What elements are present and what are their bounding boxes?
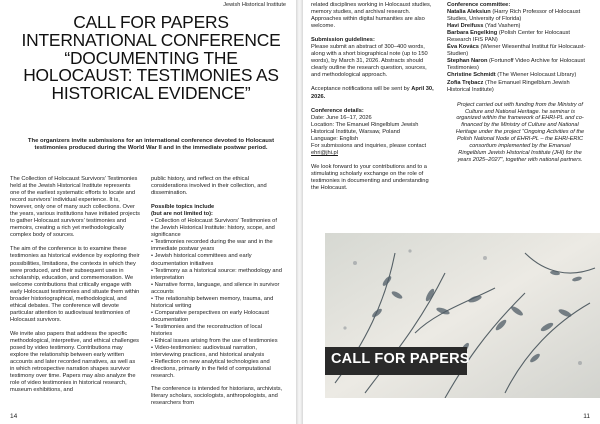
member-name: Havi Dreifuss (447, 23, 484, 30)
member-affiliation: (Fortunoff Video Archive for Holocaust Testimonies) (447, 58, 585, 72)
body-paragraph: The conference is intended for historians, archivists, literary scholars, sociologists, anthropologists, and researchers from (151, 386, 283, 407)
left-page (0, 0, 296, 424)
left-column-b (151, 176, 284, 414)
topics-heading: Possible topics include (151, 204, 215, 211)
closing-paragraph: We look forward to your contributions and to a stimulating scholarly exchange on the role of testimonies in documenting and understanding the Holocaust. (311, 163, 429, 192)
title-line: HISTORICAL EVIDENCE” (51, 83, 251, 104)
topic-item: • Comparative perspectives on early Holocaust documentation (151, 309, 270, 323)
acceptance-date: April 30, 2026. (311, 86, 434, 100)
cfp-banner-label: CALL FOR PAPERS (331, 351, 470, 367)
page-number: 11 (583, 413, 590, 420)
title-line: INTERNATIONAL CONFERENCE (21, 29, 281, 50)
acceptance-paragraph (311, 86, 436, 100)
member-affiliation: (The Emanuel Ringelblum Jewish Historical Institute) (447, 79, 570, 93)
member-name: Zofia Trębacz (447, 79, 484, 86)
committee-member (447, 44, 593, 58)
member-affiliation: (Polish Center for Holocaust Research IFiS PAN) (447, 30, 570, 44)
topic-item: • Video-testimonies: audiovisual narration, interviewing practices, and historical analysis (151, 345, 265, 359)
details-heading: Conference details: (311, 107, 364, 114)
body-paragraph: related disciplines working in Holocaust studies, memory studies, and archival research. Approaches within digital humanities are also welcome. (311, 2, 432, 30)
topic-item: • Narrative forms, language, and silence in survivor accounts (151, 281, 280, 295)
guidelines-text: Please submit an abstract of 300–400 words, along with a short biographical note (up to 150 words), by March 31, 2026. Abstracts should clearly outline the research question, sources, and methodological approach. (311, 44, 428, 79)
member-name: Natalia Aleksiun (447, 9, 491, 16)
committee-member (447, 72, 593, 79)
member-name: Éva Kovács (447, 44, 479, 51)
details-line: Language: English (311, 135, 359, 142)
page-title (20, 14, 282, 103)
topics-list (151, 218, 284, 380)
committee-member (447, 23, 593, 30)
topics-subheading: (but are not limited to): (151, 211, 213, 218)
details-line: Location: The Emanuel Ringelblum Jewish Historical Institute, Warsaw, Poland (311, 121, 419, 135)
member-name: Stephan Naron (447, 58, 488, 65)
intro-paragraph: The organizers invite submissions for an international conference devoted to Holocaust testimonies produced during the World War II and in the immediate postwar period. (27, 138, 275, 152)
left-column-a (10, 176, 141, 401)
acceptance-text: Acceptance notifications will be sent by (311, 86, 410, 93)
member-name: Christine Schmidt (447, 72, 496, 79)
title-line: CALL FOR PAPERS (73, 12, 229, 32)
body-paragraph: The Collection of Holocaust Survivors’ Testimonies held at the Jewish Historical Institute represents one of the earliest systematic efforts to locate and record survivors’ individual experience. It is, however, only one of many such collections. Over the years, various institutions have initiated projects to gather Holocaust survivors’ testimonies and memoirs, creating a rich yet methodologically complex body of sources. (10, 176, 140, 239)
guidelines-heading: Submission guidelines: (311, 37, 375, 44)
topic-item: • Testimonies and the reconstruction of local histories (151, 323, 262, 337)
member-affiliation: (Wiener Wiesenthal Institut für Holocaust-Studien) (447, 44, 586, 58)
topic-item: • The relationship between memory, trauma, and historical writing (151, 295, 274, 309)
right-page (303, 0, 600, 424)
topic-item: • Reflection on new analytical technologies and directions, primarily in the field of computational research. (151, 359, 271, 380)
topic-item: • Testimony as a historical source: methodology and interpretation (151, 267, 282, 281)
title-line: HOLOCAUST: TESTIMONIES AS (23, 65, 279, 86)
right-column-d (447, 2, 593, 164)
page-number: 14 (10, 413, 18, 420)
project-funding-note: Project carried out with funding from the Ministry of Culture and National Heritage. he seminar is organized within the framework of EHRI-PL and co-financed by the Ministry of Culture and National Heritage under the project “Ongoing Activities of the Polish National Node of EHRI-PL – the EHRI-ERIC consortium implemented by the Emanuel Ringelblum Jewish Historical Institute (JHI) for the years 2025–2027”, together with national partners. (455, 101, 585, 163)
topic-item: • Collection of Holocaust Survivors’ Testimonies of the Jewish Historical Institute: history, scope, and significance (151, 218, 277, 239)
botanical-photo (325, 233, 600, 398)
committee-member (447, 80, 593, 94)
body-paragraph: The aim of the conference is to examine these testimonies as historical evidence by exploring their possibilities, limitations, the contexts in which they were produced, and their subsequent uses in scholarship, education, and commemoration. We welcome contributions that critically engage with early Holocaust testimonies and situate them within broader historiographical, methodological, and ethical debates. The conference will devote particular attention to audiovisual testimonies of Holocaust survivors. (10, 246, 140, 323)
topic-item: • Testimonies recorded during the war and in the immediate postwar years (151, 239, 273, 253)
contact-email-link[interactable]: ehri@jhi.pl (311, 149, 338, 156)
contact-text: For submissions and inquiries, please contact (311, 142, 427, 149)
contact-paragraph (311, 143, 436, 157)
title-line: “DOCUMENTING THE (64, 47, 238, 68)
member-affiliation: (Yad Vashem) (483, 23, 521, 30)
running-head: Jewish Historical Institute (223, 2, 286, 8)
committee-heading: Conference committee: (447, 2, 511, 8)
member-affiliation: (The Wiener Holocaust Library) (495, 72, 577, 79)
body-paragraph: public history, and reflect on the ethical considerations involved in their collection, and dissemination. (151, 176, 267, 197)
member-name: Barbara Engelking (447, 30, 498, 37)
member-affiliation: (Harry Rich Professor of Holocaust Studies, University of Florida) (447, 9, 581, 23)
details-line: Date: June 16–17, 2026 (311, 114, 372, 121)
committee-member (447, 9, 593, 23)
committee-member (447, 30, 593, 44)
body-paragraph: We invite also papers that address the specific methodological, interpretive, and ethical challenges posed by video testimony. Contributions may explore the relationship between early written accounts and later recorded narratives, as well as in which retrospective narration shapes survivor testimony over time. Papers may also analyze the role of video testimonies in historical research, museum exhibitions, and (10, 330, 139, 394)
topic-item: • Ethical issues arising from the use of testimonies (151, 338, 278, 345)
spread-gutter (296, 0, 303, 424)
committee-member (447, 58, 593, 72)
topic-item: • Jewish historical committees and early documentation initiatives (151, 253, 252, 267)
right-column-c (311, 2, 436, 199)
